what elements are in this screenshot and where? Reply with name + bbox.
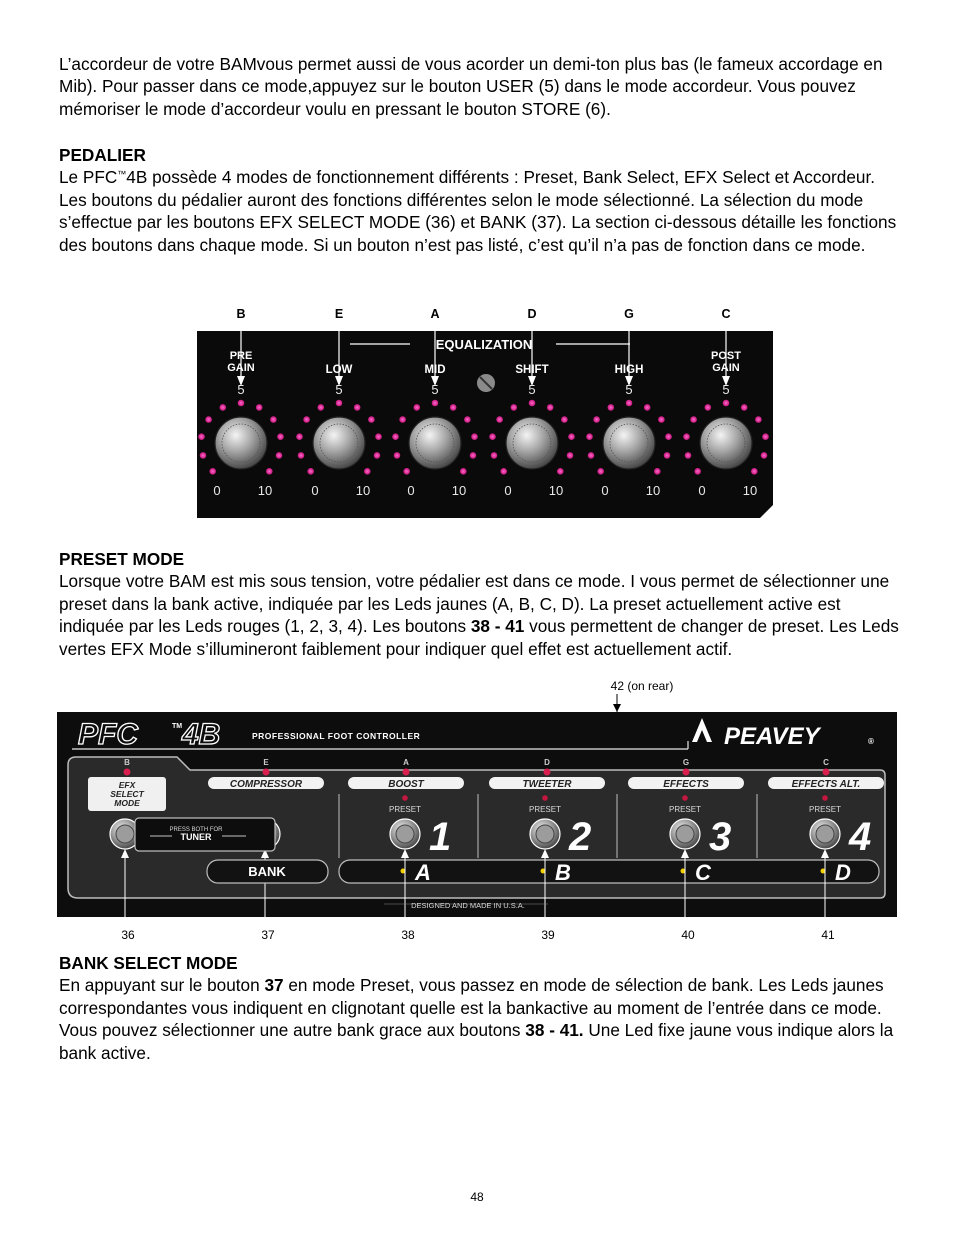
knob-label-line1: PRE [229,350,253,362]
equalization-label: EQUALIZATION [435,337,533,352]
knob-label-line2: GAIN [712,362,740,374]
knob-scale-min: 0 [601,483,609,498]
bank-select-heading: BANK SELECT MODE [59,953,238,973]
knob-scale-min: 0 [213,483,221,498]
effect-led-letter: D [544,758,550,767]
trademark-mark: ™ [117,169,127,180]
bank-letter: D [835,860,851,885]
preset-mode-buttons-ref: 38 - 41 [470,616,525,637]
page-number: 48 [470,1190,484,1204]
callout-number-37: 37 [261,928,275,942]
preset-label: PRESET [528,805,562,814]
callout-number-36: 36 [121,928,135,942]
preset-footswitch-cap [536,825,554,843]
preset-led [542,795,548,801]
bank-select-text-a: En appuyant sur le bouton [59,975,265,996]
knob-scale-min: 0 [698,483,706,498]
effect-label: TWEETER [522,779,572,790]
preset-led [682,795,688,801]
callout-number-40: 40 [681,928,695,942]
preset-mode-text-b: vous permettent de changer de preset. Les Leds vertes EFX Mode s’illumineront faiblement pour indiquer quel effet est actuellement actif. [59,616,899,659]
preset-label: PRESET [808,805,842,814]
preset-footswitch-cap [396,825,414,843]
effect-led-letter: C [823,758,829,767]
pedalier-text-a: Le PFC [59,167,118,188]
effect-label: EFFECTS ALT. [791,779,861,790]
designed-made-label: DESIGNED AND MADE IN U.S.A. [411,901,525,910]
efx-label-line: MODE [114,798,140,808]
preset-led [402,795,408,801]
bank-letter: B [555,860,571,885]
pedalier-text-b: 4B possède 4 modes de fonctionnement différents : Preset, Bank Select, EFX Select et Accordeur. Les boutons du pédalier auront des fonctions différentes selon le mode sélectionné. La sélection du mode s’effectue par les boutons EFX SELECT MODE (36) et BANK (37). La section ci-dessous détaille les fonctions des boutons dans chaque mode. Si un bouton n’est pas listé, c’est qu’il n’a pas de fonction dans ce mode. [59,167,897,255]
pfc-tm: TM [172,723,183,730]
preset-number: 1 [429,815,452,859]
eq-callout-c: C [721,307,731,321]
preset-number: 2 [569,815,592,859]
callout-number-41: 41 [821,928,835,942]
knob-scale-min: 0 [504,483,512,498]
knob-label: MID [424,364,446,376]
knob-scale-max: 10 [742,483,758,498]
preset-label: PRESET [388,805,422,814]
knob-label: HIGH [614,364,644,376]
peavey-brand: PEAVEY [724,723,820,750]
effect-label: BOOST [388,779,424,790]
effect-led [403,769,410,776]
knob-scale-max: 10 [355,483,371,498]
knob-mid-mark: 5 [237,382,245,397]
tuner-small-label: PRESS BOTH FOR [169,827,223,833]
svg-text:®: ® [868,737,874,746]
effect-label: EFFECTS [663,779,709,790]
bank-select-text-c: Une Led fixe jaune vous indique alors la bank active. [59,1020,894,1063]
pfc-model-suffix: 4B [182,718,221,751]
effect-led [263,769,270,776]
knob-mid-mark: 5 [722,382,730,397]
eq-callout-b: B [236,307,246,321]
rear-callout-label: 42 (on rear) [610,679,674,693]
intro-text: L’accordeur de votre BAMvous permet aussi de vous acorder un demi-ton plus bas (le fameux accordage en Mib). Pour passer dans ce mode,appuyez sur le bouton USER (5) dans le mode accordeur. Vous pouvez mémoriser le mode d’accordeur voulu en pressant le bouton STORE (6). [59,54,883,119]
preset-label: PRESET [668,805,702,814]
knob-scale-min: 0 [311,483,319,498]
knob-label-line1: POST [711,350,741,362]
preset-mode-text-a: Lorsque votre BAM est mis sous tension, votre pédalier est dans ce mode. I vous permet de sélectionner une preset dans la bank active, indiquée par les Leds jaunes (A, B, C, D). La preset actuellement active est indiquée par les Leds rouges (1, 2, 3, 4). Les boutons [59,571,890,637]
effect-led-letter: G [682,758,690,767]
knob-label: LOW [325,364,353,376]
effect-led [823,769,830,776]
bank-select-text-b: en mode Preset, vous passez en mode de sélection de bank. Les Leds jaunes correspondantes vous indiquent en clignotant quelle est la bankactive au moment de l’entrée dans ce mode. Vous pouvez sélectionner une autre bank grace aux boutons [59,975,884,1041]
preset-number: 4 [849,815,872,859]
pedalier-heading: PEDALIER [59,145,146,165]
pfc-subtitle: PROFESSIONAL FOOT CONTROLLER [252,731,421,741]
tuner-label: TUNER [180,832,212,842]
preset-footswitch-cap [816,825,834,843]
knob-scale-max: 10 [548,483,564,498]
knob-mid-mark: 5 [625,382,633,397]
preset-number: 3 [709,815,732,859]
effect-led [544,769,551,776]
efx-label-line: EFX [118,780,136,790]
efx-label-line: SELECT [110,789,144,799]
bank-select-buttons-ref: 38 - 41. [525,1020,584,1041]
knob-scale-max: 10 [257,483,273,498]
effect-led-letter: E [263,758,269,767]
knob-mid-mark: 5 [431,382,439,397]
preset-led [822,795,828,801]
preset-mode-heading: PRESET MODE [59,549,185,569]
callout-number-39: 39 [541,928,555,942]
efx-led [124,769,131,776]
knob-scale-min: 0 [407,483,415,498]
knob-mid-mark: 5 [528,382,536,397]
bank-letter: C [695,860,711,885]
knob-label-line2: GAIN [227,362,255,374]
eq-callout-e: E [334,307,344,321]
callout-number-38: 38 [401,928,415,942]
bank-label: BANK [248,864,286,879]
effect-led-letter: A [403,758,409,767]
preset-footswitch-cap [676,825,694,843]
efx-footswitch-cap [116,825,134,843]
bank-select-button-ref: 37 [264,975,284,996]
effect-label: COMPRESSOR [229,779,303,790]
pfc-model: PFC [78,718,138,751]
eq-callout-d: D [527,307,537,321]
bank-select-section [59,952,899,1064]
bank-letter: A [415,860,431,885]
eq-callout-a: A [430,307,440,321]
knob-label: SHIFT [515,364,549,376]
knob-scale-max: 10 [645,483,661,498]
effect-led [683,769,690,776]
efx-led-letter: B [124,758,130,767]
knob-scale-max: 10 [451,483,467,498]
knob-mid-mark: 5 [335,382,343,397]
eq-callout-g: G [624,307,634,321]
